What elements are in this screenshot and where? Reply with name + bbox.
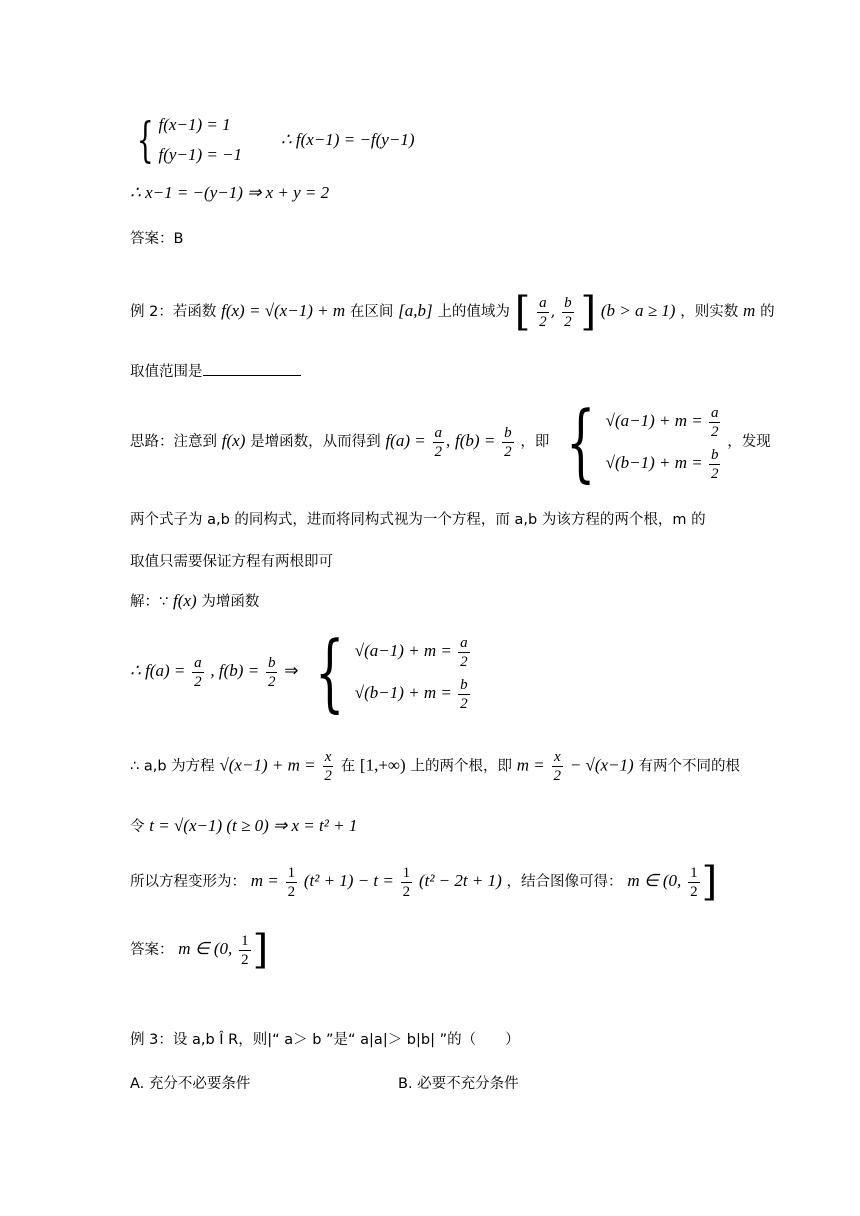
transform-line: 所以方程变形为： m = $\frac{1}{2}$ (t² + 1) − t = $\frac{1}{2}$ (t² − 2t + 1) ，结合图像可得： m ∈ (0, $\frac{1}{2}$ ] (130, 859, 718, 905)
conclusion-line: ∴ x−1 = −(y−1) ⇒ x + y = 2 (130, 183, 330, 202)
think-line-3: 取值只需要保证方程有两根即可 (130, 554, 333, 570)
solution-system: { √(a−1) + m = $\frac{a}{2}$ √(b−1) + m = $\frac{b}{2}$ (315, 623, 468, 721)
think-line-2: 两个式子为 a,b 的同构式，进而将同构式视为一个方程，而 a,b 为该方程的两个根，m 的 (130, 512, 706, 528)
system-row-1: f(x−1) = 1 (158, 115, 231, 134)
option-b[interactable]: B. 必要不充分条件 (398, 1076, 519, 1092)
system-row-2: f(y−1) = −1 (158, 145, 243, 164)
example-2-line: 例 2：若函数 f(x) = √(x−1) + m 在区间 [a,b] 上的值域为 [ $\frac{a}{2}$ , $\frac{b}{2}$ ] (b > a ≥ 1) ，则实数 m 的 (130, 289, 775, 335)
range-frac-a: $\frac{a}{2}$ (539, 294, 547, 330)
therefore-eq: ∴ f(x−1) = −f(y−1) (280, 130, 415, 149)
system-brace: { f(x−1) = 1 f(y−1) = −1 (136, 112, 243, 168)
range-frac-b: $\frac{b}{2}$ (564, 294, 572, 330)
solution-system-line: ∴ f(a) = $\frac{a}{2}$ , f(b) = $\frac{b}{2}$ ⇒ { √(a−1) + m = $\frac{a}{2}$ √(b−1) + m = $\frac{b}{2}$ (130, 630, 472, 714)
example-3-line: 例 3：设 a,b Î R，则|“ a＞ b ”是“ a|a|＞ b|b| ”的（ ） (130, 1032, 520, 1048)
answer-1: 答案：B (130, 231, 184, 247)
option-a[interactable]: A. 充分不必要条件 (130, 1076, 251, 1092)
answer-blank[interactable] (203, 361, 301, 376)
think-line: 思路：注意到 f(x) 是增函数，从而得到 f(a) = $\frac{a}{2}$ , f(b) = $\frac{b}{2}$ ，即 { √(a−1) + m = $\frac{a}{2}$ √(b−1) + m = $\frac{b}{2}$ ，发现 (130, 393, 771, 491)
roots-line: ∴ a,b 为方程 √(x−1) + m = $\frac{x}{2}$ 在 [1,+∞) 上的两个根，即 m = $\frac{x}{2}$ − √(x−1) 有两个不同的根 (130, 749, 741, 784)
substitution-line: 令 t = √(x−1) (t ≥ 0) ⇒ x = t² + 1 (130, 816, 358, 835)
system-line-1 (130, 110, 414, 170)
solution-head: 解：∵ f(x) 为增函数 (130, 591, 260, 610)
answer-2: 答案： m ∈ (0, $\frac{1}{2}$ ] (130, 927, 269, 973)
think-system: { √(a−1) + m = $\frac{a}{2}$ √(b−1) + m = $\frac{b}{2}$ (566, 393, 719, 491)
example-2-line-2: 取值范围是 (130, 360, 301, 381)
